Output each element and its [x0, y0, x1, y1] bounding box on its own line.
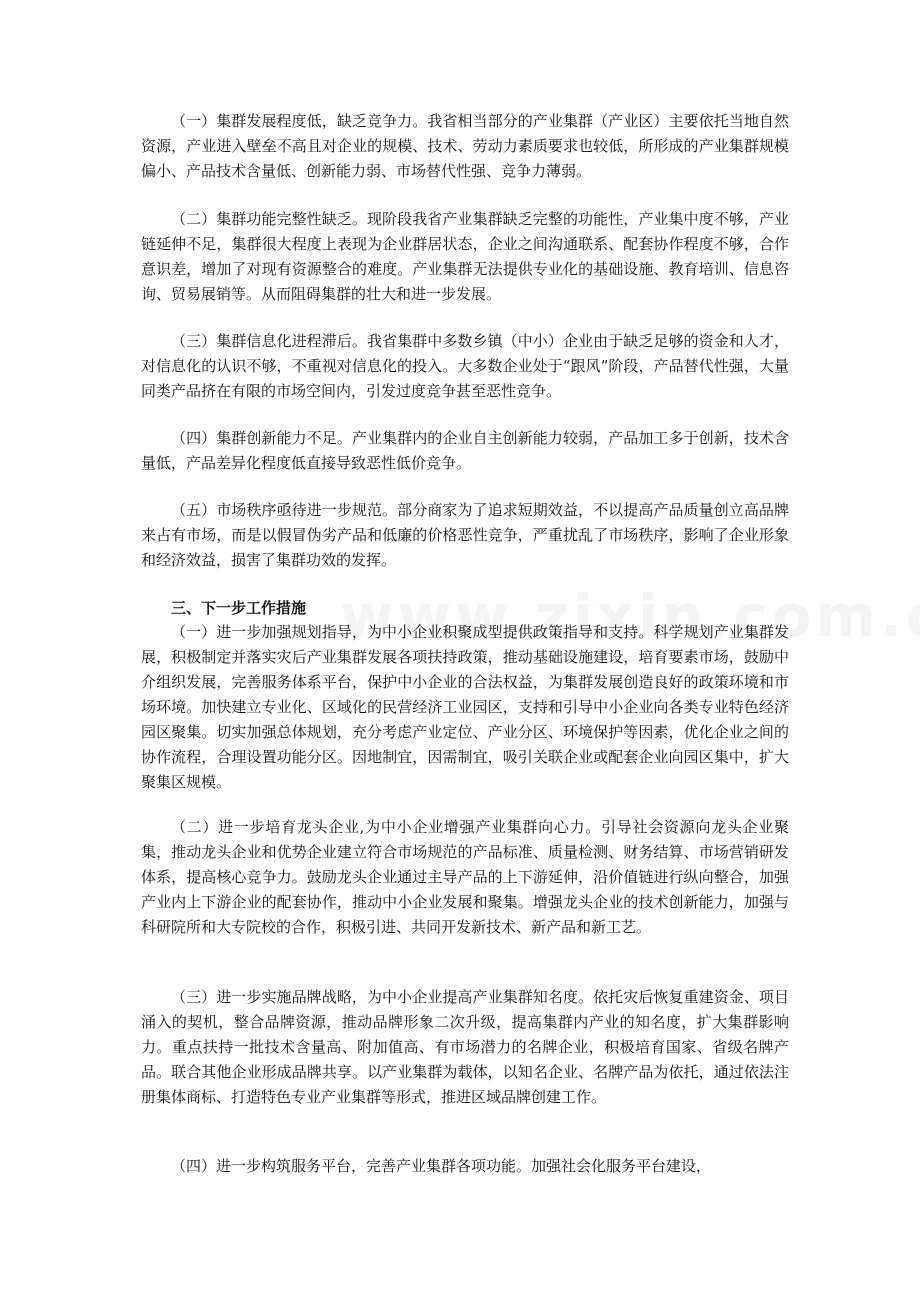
measure-2: （二）进一步培育龙头企业,为中小企业增强产业集群向心力。引导社会资源向龙头企业聚集，推动龙头企业和优势企业建立符合市场规范的产品标准、质量检测、财务结算、市场营销研发体系，提高核心竞争力。鼓励龙头企业通过主导产品的上下游延伸，沿价值链进行纵向整合，加强产业内上下游企业的配套协作，推动中小企业发展和聚集。增强龙头企业的技术创新能力，加强与科研院所和大专院校的合作，积极引进、共同开发新技术、新产品和新工艺。 — [141, 818, 789, 936]
measure-1: （一）进一步加强规划指导，为中小企业积聚成型提供政策指导和支持。科学规划产业集群发展，积极制定并落实灾后产业集群发展各项扶持政策，推动基础设施建设，培育要素市场，鼓励中介组织发展，完善服务体系平台，保护中小企业的合法权益，为集群发展创造良好的政策环境和市场环境。加快建立专业化、区域化的民营经济工业园区，支持和引导中小企业向各类专业特色经济园区聚集。切实加强总体规划，充分考虑产业定位、产业分区、环境保护等因素，优化企业之间的协作流程，合理设置功能分区。因地制宜，因需制宜，吸引关联企业或配套企业向园区集中，扩大聚集区规模。 — [141, 623, 789, 791]
section-heading: 三、下一步工作措施 — [171, 599, 307, 617]
measure-3: （三）进一步实施品牌战略，为中小企业提高产业集群知名度。依托灾后恢复重建资金、项目涌入的契机，整合品牌资源，推动品牌形象二次升级，提高集群内产业的知名度，扩大集群影响力。重点扶持一批技术含量高、附加值高、有市场潜力的名牌企业，积极培育国家、省级名牌产品。联合其他企业形成品牌共享。以产业集群为载体，以知名企业、名牌产品为依托，通过依法注册集体商标、打造特色专业产业集群等形式，推进区域品牌创建工作。 — [141, 988, 789, 1106]
paragraph-3: （三）集群信息化进程滞后。我省集群中多数乡镇（中小）企业由于缺乏足够的资金和人才，对信息化的认识不够，不重视对信息化的投入。大多数企业处于“跟风”阶段，产品替代性强，大量同类产品挤在有限的市场空间内，引发过度竞争甚至恶性竞争。 — [141, 332, 789, 400]
measure-4: （四）进一步构筑服务平台，完善产业集群各项功能。加强社会化服务平台建设， — [171, 1157, 712, 1175]
paragraph-2: （二）集群功能完整性缺乏。现阶段我省产业集群缺乏完整的功能性，产业集中度不够，产业链延伸不足，集群很大程度上表现为企业群居状态，企业之间沟通联系、配套协作程度不够，合作意识差，增加了对现有资源整合的难度。产业集群无法提供专业化的基础设施、教育培训、信息咨询、贸易展销等。从而阻碍集群的壮大和进一步发展。 — [141, 210, 789, 303]
paragraph-5: （五）市场秩序亟待进一步规范。部分商家为了追求短期效益，不以提高产品质量创立高品牌来占有市场，而是以假冒伪劣产品和低廉的价格恶性竞争，严重扰乱了市场秩序，影响了企业形象和经济效益，损害了集群功效的发挥。 — [141, 501, 789, 569]
paragraph-4: （四）集群创新能力不足。产业集群内的企业自主创新能力较弱，产品加工多于创新，技术含量低，产品差异化程度低直接导致恶性低价竞争。 — [141, 429, 789, 472]
paragraph-1: （一）集群发展程度低，缺乏竞争力。我省相当部分的产业集群（产业区）主要依托当地自然资源，产业进入壁垒不高且对企业的规模、技术、劳动力素质要求也较低，所形成的产业集群规模偏小、产品技术含量低、创新能力弱、市场替代性强、竞争力薄弱。 — [141, 112, 789, 180]
